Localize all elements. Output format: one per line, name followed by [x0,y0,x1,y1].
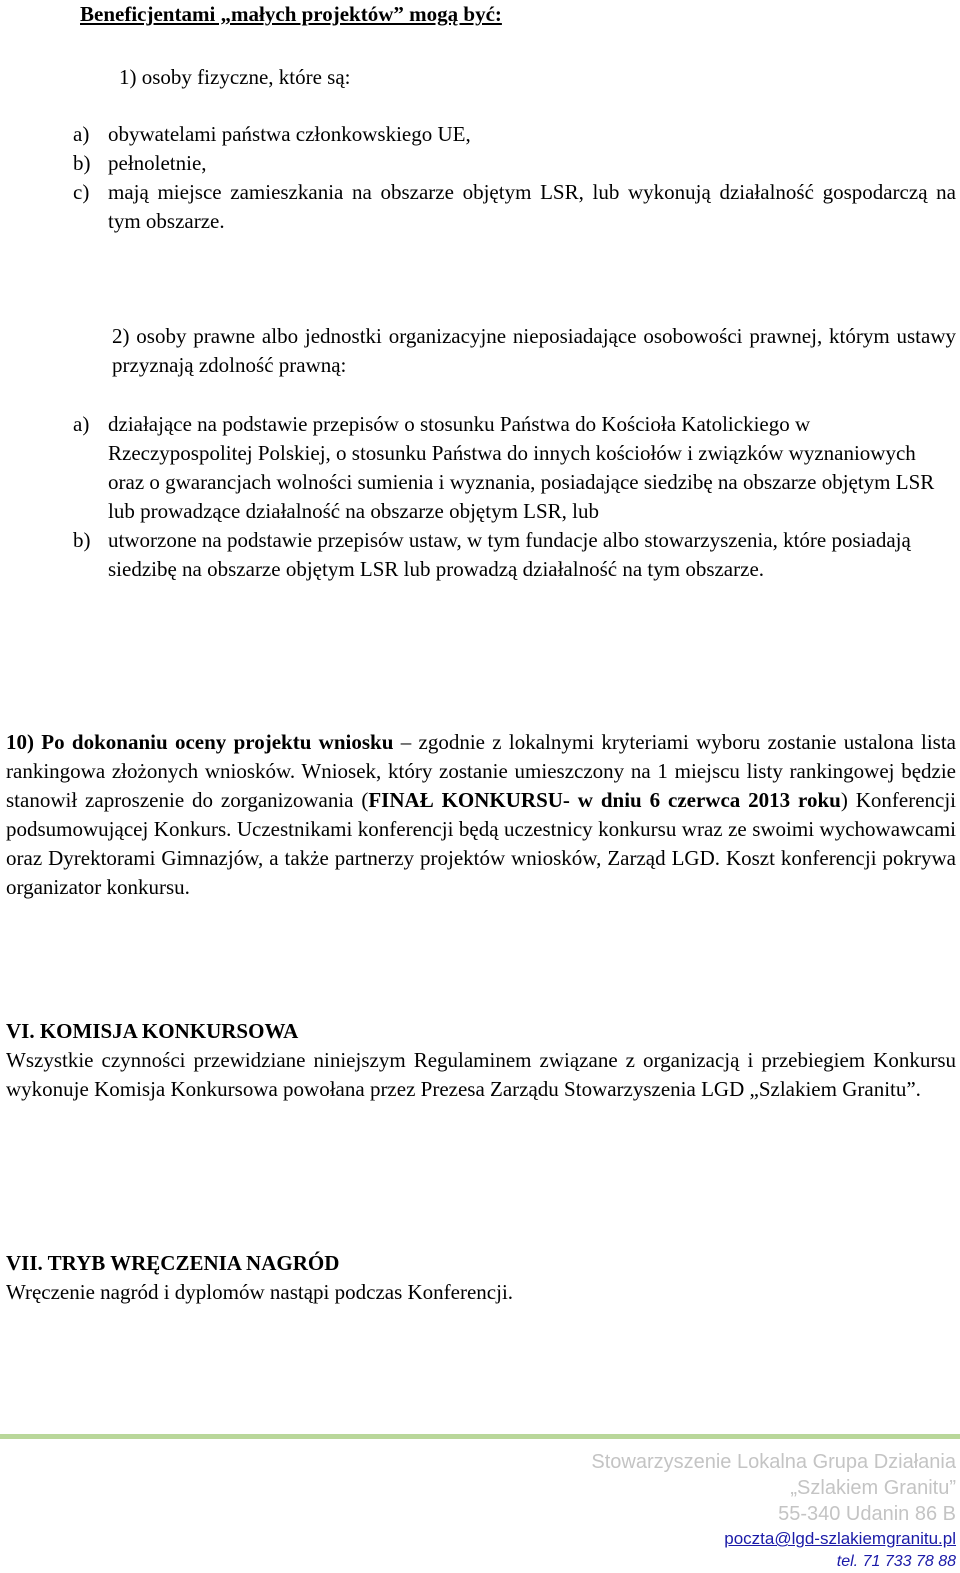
section-komisja [6,1017,956,1104]
footer-name: „Szlakiem Granitu” [790,1477,956,1499]
list-item [6,410,956,526]
subpoint-2: 2) osoby prawne albo jednostki organizacyjne nieposiadające osobowości prawnej, którym ustawy przyznają zdolność prawną: [112,324,956,377]
section-title-beneficjenci: Beneficjentami „małych projektów” mogą być: [80,2,502,26]
list-marker: c) [73,180,90,204]
list-item-text: mają miejsce zamieszkania na obszarze objętym LSR, lub wykonują działalność gospodarczą na tym obszarze. [108,180,956,233]
list-marker: a) [73,122,90,146]
section-text: Wręczenie nagród i dyplomów nastąpi podczas Konferencji. [6,1280,514,1304]
list-osoby-fizyczne [6,120,956,236]
list-item [6,178,956,236]
list-item-text: działające na podstawie przepisów o stosunku Państwa do Kościoła Katolickiego w Rzeczypospolitej Polskiej, o stosunku Państwa do innych kościołów i związków wyznaniowych oraz o gwarancjach wolności sumienia i wyznania, posiadające siedzibę na obszarze objętym LSR lub prowadzące działalność na obszarze objętym LSR, lub [108,412,935,523]
footer-org: Stowarzyszenie Lokalna Grupa Działania [591,1451,956,1473]
section-text: Wszystkie czynności przewidziane niniejszym Regulaminem związane z organizacją i przebiegiem Konkursu wykonuje Komisja Konkursowa powołana przez Prezesa Zarządu Stowarzyszenia LGD „Szlakiem Granitu”. [6,1048,956,1101]
point-10-lead: 10) Po dokonaniu oceny projektu wniosku [6,730,394,754]
final-date: FINAŁ KONKURSU- w dniu 6 czerwca 2013 roku [368,788,841,812]
list-marker: b) [73,528,91,552]
list-marker: a) [73,412,90,436]
list-marker: b) [73,151,91,175]
footer-email-link[interactable]: poczta@lgd-szlakiemgranitu.pl [724,1529,956,1548]
section-heading: VII. TRYB WRĘCZENIA NAGRÓD [6,1251,340,1275]
footer [591,1449,956,1573]
subpoint-1: 1) osoby fizyczne, które są: [119,65,351,89]
point-10-text-a: – zgodnie z lokalnymi kryteriami wyboru zostanie ustalona lista rankingowa złożonych wniosków. Wniosek, który zostanie umieszczony na 1 miejscu listy rankingowej będzie stanowił zaproszenie do zorganizowania ( [6,730,956,812]
list-item [6,149,956,178]
list-item-text: utworzone na podstawie przepisów ustaw, w tym fundacje albo stowarzyszenia, które posiadają siedzibę na obszarze objętym LSR lub prowadzą działalność na tym obszarze. [108,528,911,581]
paragraph-point-10 [6,728,956,902]
list-item-text: obywatelami państwa członkowskiego UE, [108,122,471,146]
list-osoby-prawne [6,410,956,584]
point-10-text-b: ) Konferencji podsumowującej Konkurs. Uczestnikami konferencji będą uczestnicy konkursu wraz ze swoimi wychowawcami oraz Dyrektorami Gimnazjów, a także partnerzy projektów wniosków, Zarząd LGD. Koszt konferencji pokrywa organizator konkursu. [6,788,957,899]
list-item [6,120,956,149]
footer-divider [0,1434,960,1439]
footer-address: 55-340 Udanin 86 B [778,1503,956,1525]
section-heading: VI. KOMISJA KONKURSOWA [6,1019,299,1043]
list-item-text: pełnoletnie, [108,151,207,175]
footer-phone: tel. 71 733 78 88 [836,1553,956,1570]
list-item [6,526,956,584]
section-tryb-wreczenia [6,1249,956,1307]
